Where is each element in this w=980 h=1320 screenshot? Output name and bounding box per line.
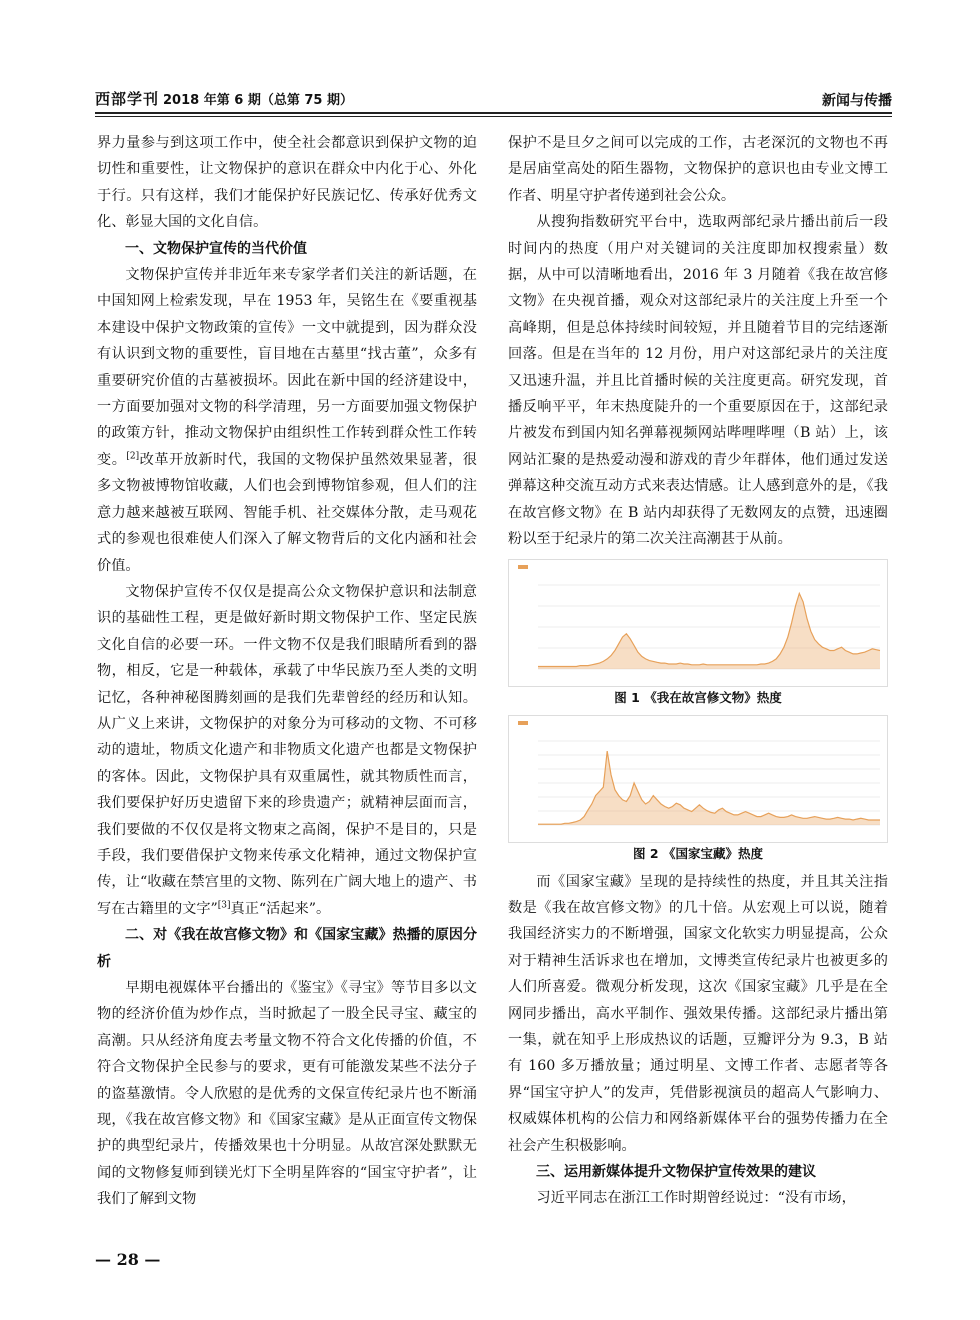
page-number: — 28 — [95, 1250, 161, 1269]
right-column [508, 130, 888, 1212]
page-header [95, 86, 892, 110]
reference-mark: [3] [217, 900, 231, 911]
paragraph: 文物保护宣传并非近年来专家学者们关注的新话题，在中国知网上检索发现，早在 1953 年，吴铭生在《要重视基本建设中保护文物政策的宣传》一文中就提到，因为群众没有认识到文物的重要性，盲目地在古墓里“找古董”，众多有重要研究价值的古墓被损坏。因此在新中国的经济建设中，一方面要加强对文物的科学清理，另一方面要加强文物保护的政策方针，推动文物保护由组织性工作转到群众性工作转变。[2]改革开放新时代，我国的文物保护虽然效果显著，很多文物被博物馆收藏，人们也会到博物馆参观，但人们的注意力越来越被互联网、智能手机、社交媒体分散，走马观花式的参观也很难使人们深入了解文物背后的文化内涵和社会价值。 [97, 267, 477, 574]
paragraph: 而《国家宝藏》呈现的是持续性的热度，并且其关注指数是《我在故宫修文物》的几十倍。从宏观上可以说，随着我国经济实力的不断增强，国家文化软实力明显提高，公众对于精神生活诉求也在增加，文博类宣传纪录片也被更多的人们所喜爱。微观分析发现，这次《国家宝藏》几乎是在全网同步播出，高水平制作、强效果传播。这部纪录片播出第一集，就在知乎上形成热议的话题，豆瓣评分为 9.3，B 站有 160 多万播放量；通过明星、文博工作者、志愿者等各界“国宝守护人”的发声，凭借影视演员的超高人气影响力、权威媒体机构的公信力和网络新媒体平台的强势传播力在全社会产生积极影响。 [508, 873, 888, 1154]
journal-title: 西部学刊 2018 年第 6 期（总第 75 期） [95, 90, 353, 108]
figure-2-caption: 图 2 《国家宝藏》热度 [633, 845, 763, 861]
paragraph: 习近平同志在浙江工作时期曾经说过：“没有市场， [536, 1190, 856, 1207]
paragraph: 从搜狗指数研究平台中，选取两部纪录片播出前后一段时间内的热度（用户对关键词的关注度即加权搜索量）数据，从中可以清晰地看出，2016 年 3 月随着《我在故宫修文物》在央视首播，观众对这部纪录片的关注度上升至一个高峰期，但是总体持续时间较短，并且随着节目的完结逐渐回落。但是在当年的 12 月份，用户对这部纪录片的关注度又迅速升温，并且比首播时候的关注度更高。研究发现，首播反响平平，年末热度陡升的一个重要原因在于，这部纪录片被发布到国内知名弹幕视频网站哔哩哔哩（B 站）上，该网站汇聚的是热爱动漫和游戏的青少年群体，他们通过发送弹幕这种交流互动方式来表达情感。让人感到意外的是，《我在故宫修文物》在 B 站内却获得了无数网友的点赞，迅速圈粉以至于纪录片的第二次关注高潮甚于从前。 [508, 214, 888, 548]
section-heading: 一、文物保护宣传的当代价值 [125, 240, 307, 257]
issue-info: 2018 年第 6 期（总第 75 期） [163, 93, 353, 108]
chart-2-legend-swatch [518, 721, 528, 725]
paragraph: 界力量参与到这项工作中，使全社会都意识到保护文物的迫切性和重要性，让文物保护的意识在群众中内化于心、外化于行。只有这样，我们才能保护好民族记忆、传承好优秀文化、彰显大国的文化自信。 [97, 135, 477, 231]
figure-1 [508, 559, 888, 709]
paragraph: 文物保护宣传不仅仅是提高公众文物保护意识和法制意识的基础性工程，更是做好新时期文物保护工作、坚定民族文化自信的必要一环。一件文物不仅是我们眼睛所看到的器物，相反，它是一种载体，承载了中华民族乃至人类的文明记忆，各种神秘图腾刻画的是我们先辈曾经的经历和认知。从广义上来讲，文物保护的对象分为可移动的文物、不可移动的遗址，物质文化遗产和非物质文化遗产也都是文物保护的客体。因此，文物保护具有双重属性，就其物质性而言，我们要保护好历史遗留下来的珍贵遗产；就精神层面而言，我们要做的不仅仅是将文物束之高阁，保护不是目的，只是手段，我们要借保护文物来传承文化精神，通过文物保护宣传，让“收藏在禁宫里的文物、陈列在广阔大地上的遗产、书写在古籍里的文字”[3]真正“活起来”。 [97, 583, 477, 917]
left-column [97, 130, 477, 1213]
header-rule [95, 112, 892, 114]
section-heading: 二、对《我在故宫修文物》和《国家宝藏》热播的原因分析 [97, 927, 477, 970]
reference-mark: [2] [126, 451, 140, 462]
figure-2 [508, 715, 888, 865]
section-heading: 三、运用新媒体提升文物保护宣传效果的建议 [536, 1163, 816, 1180]
chart-2 [508, 715, 888, 843]
header-rule-thin [95, 116, 892, 117]
figure-1-caption: 图 1 《我在故宫修文物》热度 [614, 689, 782, 705]
chart-1 [508, 559, 888, 687]
paragraph: 保护不是旦夕之间可以完成的工作，古老深沉的文物也不再是居庙堂高处的陌生器物，文物保护的意识也由专业文博工作者、明星守护者传递到社会公众。 [508, 135, 888, 204]
chart-1-legend-swatch [518, 565, 528, 569]
paragraph: 早期电视媒体平台播出的《鉴宝》《寻宝》等节目多以文物的经济价值为炒作点，当时掀起了一股全民寻宝、藏宝的高潮。只从经济角度去考量文物不符合文化传播的价值，不符合文物保护全民参与的要求，更有可能激发某些不法分子的盗墓激情。令人欣慰的是优秀的文保宣传纪录片也不断涌现，《我在故宫修文物》和《国家宝藏》是从正面宣传文物保护的典型纪录片，传播效果也十分明显。从故宫深处默默无闻的文物修复师到镁光灯下全明星阵容的“国宝守护者”，让我们了解到文物 [97, 980, 477, 1208]
section-name: 新闻与传播 [822, 93, 892, 109]
